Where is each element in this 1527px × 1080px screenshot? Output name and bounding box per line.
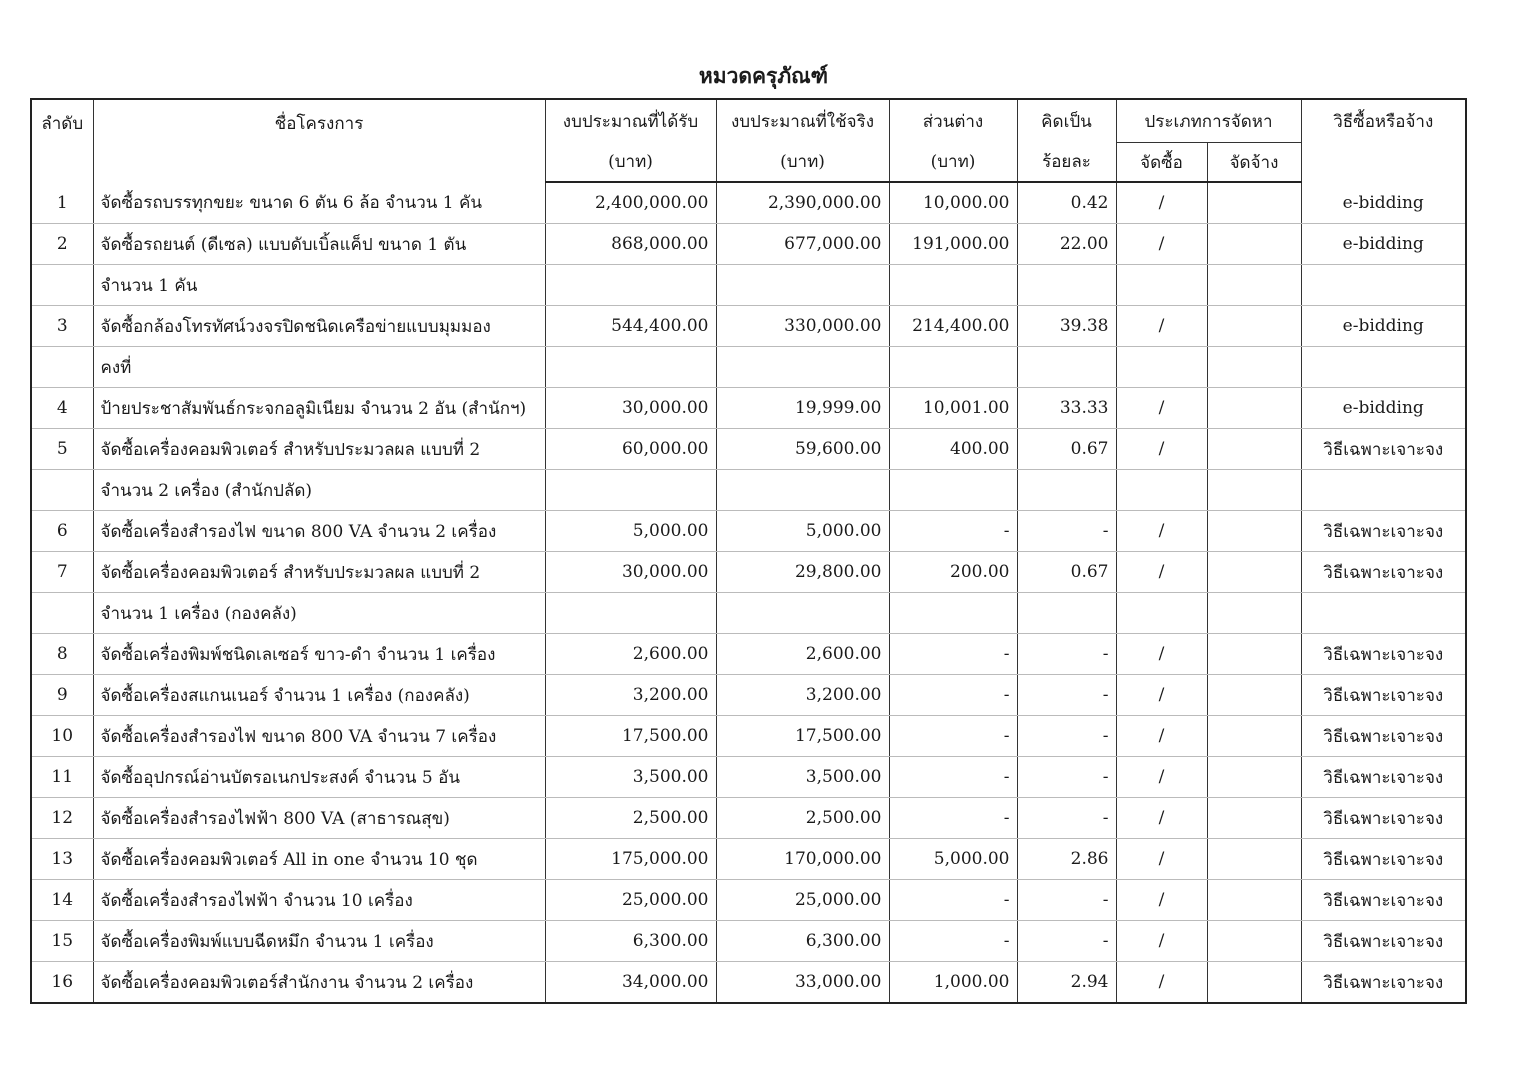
cell-budget-received: 2,400,000.00 [545,182,716,224]
cell-method: e-bidding [1301,224,1466,265]
cell-difference [889,347,1017,388]
table-row [31,429,1466,470]
cell-hire [1207,798,1301,839]
cell-budget-used: 17,500.00 [716,716,889,757]
table-row [31,347,1466,388]
cell-percent [1017,347,1116,388]
cell-difference: - [889,675,1017,716]
cell-project-name: จัดซื้อรถบรรทุกขยะ ขนาด 6 ตัน 6 ล้อ จำนวน 1 คัน [93,182,545,224]
cell-project-name: จัดซื้อกล้องโทรทัศน์วงจรปิดชนิดเครือข่ายแบบมุมมอง [93,306,545,347]
cell-method [1301,265,1466,306]
cell-budget-used: 170,000.00 [716,839,889,880]
cell-budget-used: 677,000.00 [716,224,889,265]
cell-purchase: / [1116,921,1207,962]
cell-purchase: / [1116,839,1207,880]
cell-budget-received: 17,500.00 [545,716,716,757]
cell-hire [1207,552,1301,593]
cell-budget-received: 3,500.00 [545,757,716,798]
cell-project-name: จำนวน 1 เครื่อง (กองคลัง) [93,593,545,634]
cell-budget-used: 5,000.00 [716,511,889,552]
cell-budget-received: 6,300.00 [545,921,716,962]
table-row [31,716,1466,757]
cell-budget-received: 2,600.00 [545,634,716,675]
cell-difference [889,470,1017,511]
table-row [31,839,1466,880]
cell-budget-used: 19,999.00 [716,388,889,429]
cell-purchase: / [1116,798,1207,839]
cell-difference: 5,000.00 [889,839,1017,880]
header-procurement-type: ประเภทการจัดหา [1116,99,1301,143]
cell-budget-used: 3,500.00 [716,757,889,798]
cell-budget-received: 60,000.00 [545,429,716,470]
cell-purchase [1116,265,1207,306]
cell-percent: - [1017,798,1116,839]
cell-method: e-bidding [1301,388,1466,429]
cell-project-name: จำนวน 2 เครื่อง (สำนักปลัด) [93,470,545,511]
table-row [31,182,1466,224]
cell-project-name: จัดซื้อรถยนต์ (ดีเซล) แบบดับเบิ้ลแค็ป ขนาด 1 ตัน [93,224,545,265]
cell-percent [1017,593,1116,634]
cell-no: 15 [31,921,93,962]
table-row [31,388,1466,429]
cell-no [31,470,93,511]
header-budget-used: งบประมาณที่ใช้จริง [716,99,889,143]
table-row [31,265,1466,306]
cell-method: e-bidding [1301,182,1466,224]
cell-difference: - [889,798,1017,839]
cell-budget-used [716,593,889,634]
cell-budget-used: 2,600.00 [716,634,889,675]
cell-budget-used: 33,000.00 [716,962,889,1004]
cell-budget-received [545,470,716,511]
cell-budget-received: 30,000.00 [545,552,716,593]
cell-method: วิธีเฉพาะเจาะจง [1301,757,1466,798]
cell-percent: - [1017,716,1116,757]
cell-method: e-bidding [1301,306,1466,347]
cell-percent: - [1017,921,1116,962]
cell-project-name: จัดซื้อเครื่องคอมพิวเตอร์ สำหรับประมวลผล แบบที่ 2 [93,552,545,593]
cell-budget-received: 2,500.00 [545,798,716,839]
cell-difference: - [889,921,1017,962]
table-body [31,182,1466,1003]
table-row [31,593,1466,634]
cell-no [31,347,93,388]
cell-difference: 400.00 [889,429,1017,470]
cell-budget-used: 3,200.00 [716,675,889,716]
cell-project-name: จัดซื้อเครื่องสำรองไฟฟ้า จำนวน 10 เครื่อง [93,880,545,921]
table-row [31,224,1466,265]
cell-no: 9 [31,675,93,716]
cell-hire [1207,593,1301,634]
cell-method [1301,593,1466,634]
cell-project-name: คงที่ [93,347,545,388]
cell-difference: 191,000.00 [889,224,1017,265]
cell-method: วิธีเฉพาะเจาะจง [1301,511,1466,552]
cell-budget-used [716,470,889,511]
cell-difference [889,265,1017,306]
cell-difference: - [889,880,1017,921]
cell-percent: 33.33 [1017,388,1116,429]
header-no-label: ลำดับ [41,114,84,134]
cell-method: วิธีเฉพาะเจาะจง [1301,839,1466,880]
cell-project-name: จัดซื้อเครื่องคอมพิวเตอร์สำนักงาน จำนวน 2 เครื่อง [93,962,545,1004]
cell-hire [1207,182,1301,224]
cell-project-name: จัดซื้ออุปกรณ์อ่านบัตรอเนกประสงค์ จำนวน 5 อัน [93,757,545,798]
cell-hire [1207,429,1301,470]
header-percent-unit: ร้อยละ [1017,143,1116,183]
cell-budget-used [716,347,889,388]
cell-method [1301,347,1466,388]
cell-project-name: จัดซื้อเครื่องสแกนเนอร์ จำนวน 1 เครื่อง (กองคลัง) [93,675,545,716]
cell-budget-used: 59,600.00 [716,429,889,470]
cell-no: 11 [31,757,93,798]
cell-purchase: / [1116,552,1207,593]
cell-method: วิธีเฉพาะเจาะจง [1301,798,1466,839]
cell-purchase: / [1116,224,1207,265]
table-row [31,798,1466,839]
cell-no [31,593,93,634]
cell-budget-received: 544,400.00 [545,306,716,347]
table-row [31,962,1466,1004]
cell-no: 14 [31,880,93,921]
cell-percent: - [1017,675,1116,716]
cell-method [1301,470,1466,511]
cell-purchase: / [1116,388,1207,429]
table-row [31,921,1466,962]
cell-difference: 214,400.00 [889,306,1017,347]
cell-budget-received: 34,000.00 [545,962,716,1004]
cell-hire [1207,634,1301,675]
table-row [31,675,1466,716]
header-unit-used: (บาท) [716,143,889,183]
procurement-table [30,98,1467,1004]
cell-no: 7 [31,552,93,593]
cell-hire [1207,962,1301,1004]
cell-difference: 10,000.00 [889,182,1017,224]
cell-difference: - [889,757,1017,798]
cell-budget-received [545,265,716,306]
cell-budget-received: 175,000.00 [545,839,716,880]
cell-no: 6 [31,511,93,552]
cell-purchase: / [1116,675,1207,716]
cell-method: วิธีเฉพาะเจาะจง [1301,716,1466,757]
table-row [31,511,1466,552]
cell-purchase: / [1116,962,1207,1004]
cell-no: 5 [31,429,93,470]
cell-percent: - [1017,511,1116,552]
cell-method: วิธีเฉพาะเจาะจง [1301,429,1466,470]
cell-project-name: จัดซื้อเครื่องคอมพิวเตอร์ All in one จำนวน 10 ชุด [93,839,545,880]
cell-purchase: / [1116,757,1207,798]
cell-method: วิธีเฉพาะเจาะจง [1301,675,1466,716]
cell-hire [1207,839,1301,880]
cell-purchase [1116,593,1207,634]
header-unit-received: (บาท) [545,143,716,183]
cell-method: วิธีเฉพาะเจาะจง [1301,634,1466,675]
cell-method: วิธีเฉพาะเจาะจง [1301,962,1466,1004]
cell-percent [1017,470,1116,511]
cell-budget-received [545,593,716,634]
cell-percent: 22.00 [1017,224,1116,265]
header-unit-difference: (บาท) [889,143,1017,183]
cell-hire [1207,757,1301,798]
cell-percent: - [1017,880,1116,921]
table-row [31,757,1466,798]
cell-project-name: จัดซื้อเครื่องสำรองไฟฟ้า 800 VA (สาธารณสุข) [93,798,545,839]
cell-no: 8 [31,634,93,675]
cell-budget-used: 2,500.00 [716,798,889,839]
cell-hire [1207,388,1301,429]
page-title: หมวดครุภัณฑ์ [698,63,829,88]
header-no [31,99,93,182]
cell-no: 16 [31,962,93,1004]
cell-hire [1207,716,1301,757]
cell-project-name: จำนวน 1 คัน [93,265,545,306]
cell-percent: 39.38 [1017,306,1116,347]
table-header [31,99,1466,182]
cell-purchase: / [1116,634,1207,675]
cell-budget-used: 29,800.00 [716,552,889,593]
header-project-label: ชื่อโครงการ [274,114,364,134]
cell-project-name: จัดซื้อเครื่องคอมพิวเตอร์ สำหรับประมวลผล แบบที่ 2 [93,429,545,470]
header-method-label: วิธีซื้อหรือจ้าง [1333,112,1434,132]
table-row [31,306,1466,347]
cell-purchase: / [1116,511,1207,552]
cell-no [31,265,93,306]
cell-budget-received: 5,000.00 [545,511,716,552]
header-project [93,99,545,182]
cell-no: 2 [31,224,93,265]
table-row [31,552,1466,593]
cell-method: วิธีเฉพาะเจาะจง [1301,921,1466,962]
cell-purchase: / [1116,306,1207,347]
table-row [31,634,1466,675]
cell-no: 3 [31,306,93,347]
cell-hire [1207,347,1301,388]
cell-difference: 1,000.00 [889,962,1017,1004]
cell-project-name: จัดซื้อเครื่องสำรองไฟ ขนาด 800 VA จำนวน 7 เครื่อง [93,716,545,757]
cell-hire [1207,265,1301,306]
cell-purchase: / [1116,182,1207,224]
cell-budget-received: 868,000.00 [545,224,716,265]
cell-hire [1207,675,1301,716]
header-method [1301,99,1466,182]
header-difference: ส่วนต่าง [889,99,1017,143]
cell-difference: 10,001.00 [889,388,1017,429]
header-budget-received: งบประมาณที่ได้รับ [545,99,716,143]
cell-hire [1207,306,1301,347]
cell-no: 12 [31,798,93,839]
cell-purchase [1116,347,1207,388]
cell-method: วิธีเฉพาะเจาะจง [1301,552,1466,593]
cell-budget-received: 25,000.00 [545,880,716,921]
cell-project-name: จัดซื้อเครื่องสำรองไฟ ขนาด 800 VA จำนวน 2 เครื่อง [93,511,545,552]
cell-project-name: ป้ายประชาสัมพันธ์กระจกอลูมิเนียม จำนวน 2 อัน (สำนักฯ) [93,388,545,429]
cell-budget-used: 25,000.00 [716,880,889,921]
cell-no: 4 [31,388,93,429]
cell-budget-used [716,265,889,306]
cell-percent: 0.42 [1017,182,1116,224]
cell-no: 1 [31,182,93,224]
cell-percent: 2.86 [1017,839,1116,880]
cell-hire [1207,511,1301,552]
cell-budget-received [545,347,716,388]
cell-no: 13 [31,839,93,880]
cell-percent: 2.94 [1017,962,1116,1004]
cell-hire [1207,921,1301,962]
cell-no: 10 [31,716,93,757]
header-percent: คิดเป็น [1017,99,1116,143]
cell-project-name: จัดซื้อเครื่องพิมพ์แบบฉีดหมึก จำนวน 1 เครื่อง [93,921,545,962]
header-purchase: จัดซื้อ [1116,143,1207,183]
cell-percent: 0.67 [1017,429,1116,470]
cell-difference: 200.00 [889,552,1017,593]
cell-hire [1207,880,1301,921]
cell-hire [1207,470,1301,511]
header-hire: จัดจ้าง [1207,143,1301,183]
cell-percent: 0.67 [1017,552,1116,593]
cell-difference [889,593,1017,634]
cell-percent [1017,265,1116,306]
table-row [31,880,1466,921]
cell-hire [1207,224,1301,265]
cell-purchase [1116,470,1207,511]
cell-purchase: / [1116,716,1207,757]
cell-budget-used: 6,300.00 [716,921,889,962]
cell-budget-used: 330,000.00 [716,306,889,347]
cell-percent: - [1017,634,1116,675]
cell-purchase: / [1116,429,1207,470]
cell-purchase: / [1116,880,1207,921]
table-row [31,470,1466,511]
cell-budget-used: 2,390,000.00 [716,182,889,224]
cell-method: วิธีเฉพาะเจาะจง [1301,880,1466,921]
cell-difference: - [889,634,1017,675]
cell-budget-received: 30,000.00 [545,388,716,429]
cell-percent: - [1017,757,1116,798]
cell-difference: - [889,716,1017,757]
cell-difference: - [889,511,1017,552]
cell-budget-received: 3,200.00 [545,675,716,716]
cell-project-name: จัดซื้อเครื่องพิมพ์ชนิดเลเซอร์ ขาว-ดำ จำนวน 1 เครื่อง [93,634,545,675]
